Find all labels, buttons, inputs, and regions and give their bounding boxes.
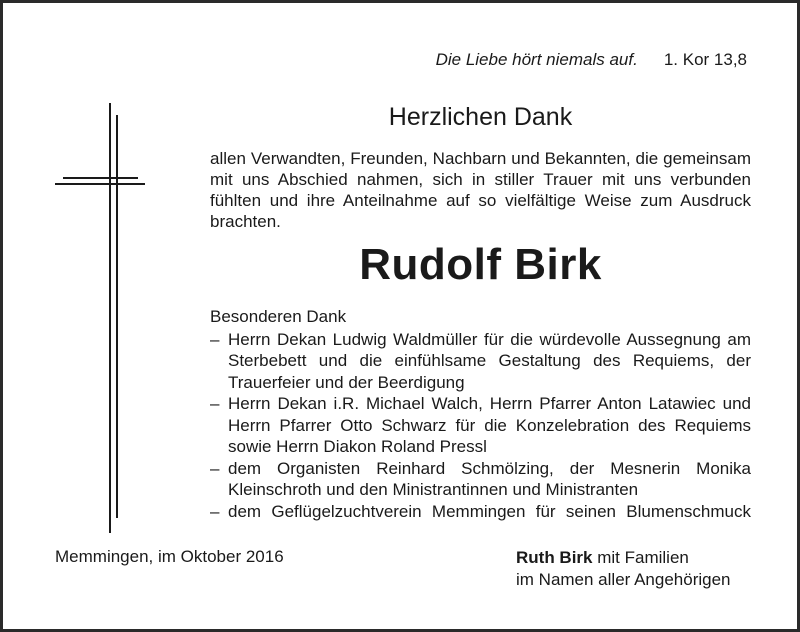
thanks-list bbox=[210, 329, 751, 523]
place-date: Memmingen, im Oktober 2016 bbox=[55, 547, 284, 566]
list-item: – Herrn Dekan Ludwig Waldmüller für die würdevolle Aussegnung am Sterbebett und die einfühlsame Gestaltung des Requiems, der Trauerfeier und der Beerdigung bbox=[210, 329, 751, 394]
bible-motto bbox=[436, 50, 747, 70]
thanks-heading: Herzlichen Dank bbox=[388, 103, 573, 131]
signature-line-2: im Namen aller Angehörigen bbox=[516, 570, 731, 589]
signer-suffix: mit Familien bbox=[597, 548, 689, 567]
motto-reference: 1. Kor 13,8 bbox=[663, 50, 747, 69]
signature-line-1 bbox=[516, 547, 731, 569]
deceased-name: Rudolf Birk bbox=[359, 240, 602, 289]
cross-icon bbox=[55, 103, 145, 533]
special-thanks-title: Besonderen Dank bbox=[210, 307, 347, 326]
list-item: – Herrn Dekan i.R. Michael Walch, Herrn Pfarrer Anton Latawiec und Herrn Pfarrer Otto Schwarz für die Konzelebration des Requiems sowie Herrn Diakon Roland Pressl bbox=[210, 393, 751, 458]
list-item: – dem Organisten Reinhard Schmölzing, der Mesnerin Monika Kleinschroth und den Ministrantinnen und Ministranten bbox=[210, 458, 751, 501]
signer-name: Ruth Birk bbox=[516, 548, 593, 567]
intro-text: allen Verwandten, Freunden, Nachbarn und Bekannten, die gemeinsam mit uns Abschied nahmen, sich in stiller Trauer mit uns verbunden fühlten und ihre Anteilnahme auf so vielfältige Weise zum Ausdruck brachten. bbox=[210, 149, 751, 231]
list-item: – dem Geflügelzuchtverein Memmingen für seinen Blumenschmuck bbox=[210, 501, 751, 523]
special-thanks bbox=[210, 306, 751, 522]
motto-quote: Die Liebe hört niemals auf. bbox=[435, 50, 638, 69]
signature-block bbox=[516, 547, 731, 591]
